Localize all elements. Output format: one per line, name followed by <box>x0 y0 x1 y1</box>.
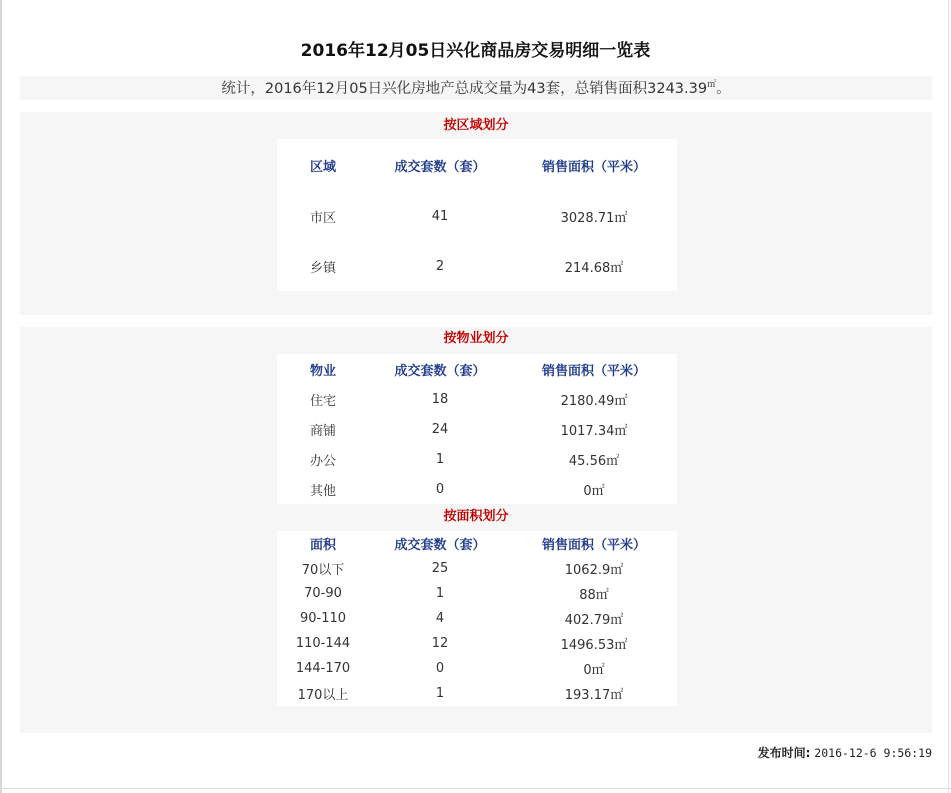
table-header-row <box>277 354 677 384</box>
table-cell: 4 <box>435 611 445 626</box>
table-row <box>277 191 677 241</box>
table-cell: 41 <box>431 208 449 224</box>
table-cell: 乡镇 <box>309 260 336 276</box>
region-table <box>277 139 677 291</box>
table-row <box>277 656 677 681</box>
publish-time: 2016-12-6 9:56:19 <box>814 746 932 760</box>
table-row <box>277 606 677 631</box>
right-border <box>948 0 949 793</box>
publish-label: 发布时间: <box>757 746 811 760</box>
table-cell: 18 <box>431 391 449 407</box>
table-cell: 90-110 <box>299 611 347 626</box>
summary-suffix: 。 <box>716 81 731 97</box>
header-cell: 销售面积（平米） <box>541 538 646 553</box>
property-section-title: 按物业划分 <box>443 331 509 346</box>
table-cell: 商铺 <box>309 423 336 439</box>
table-cell: 110-144 <box>295 636 351 651</box>
area-section-title: 按面积划分 <box>443 509 509 524</box>
table-row <box>277 414 677 444</box>
table-cell: 25 <box>431 561 449 576</box>
region-panel <box>20 112 932 315</box>
header-cell: 销售面积（平米） <box>541 159 646 175</box>
table-header-row <box>277 139 677 191</box>
header-cell: 销售面积（平米） <box>541 363 646 379</box>
table-cell: 市区 <box>309 210 336 226</box>
header-cell: 成交套数（套） <box>394 363 486 379</box>
table-cell: 1 <box>435 586 445 601</box>
table-row <box>277 384 677 414</box>
header-cell: 物业 <box>309 363 336 379</box>
region-section-title: 按区域划分 <box>443 118 509 133</box>
table-cell: 88㎡ <box>579 588 609 603</box>
table-header-row <box>277 531 677 556</box>
table-cell: 1 <box>435 686 445 701</box>
table-cell: 70-90 <box>304 586 342 601</box>
table-row <box>277 241 677 291</box>
table-cell: 402.79㎡ <box>564 613 624 628</box>
table-cell: 70以下 <box>301 563 345 578</box>
table-cell: 12 <box>431 636 449 651</box>
table-row <box>277 631 677 656</box>
table-cell: 144-170 <box>295 661 351 676</box>
table-cell: 170以上 <box>297 688 349 703</box>
table-cell: 其他 <box>309 483 336 499</box>
table-cell: 1062.9㎡ <box>564 563 624 578</box>
table-cell: 1017.34㎡ <box>560 423 628 439</box>
table-cell: 3028.71㎡ <box>560 210 628 226</box>
table-cell: 193.17㎡ <box>564 688 624 703</box>
header-cell: 面积 <box>309 538 336 553</box>
table-row <box>277 556 677 581</box>
header-cell: 成交套数（套） <box>394 538 486 553</box>
table-cell: 0 <box>435 661 445 676</box>
table-cell: 45.56㎡ <box>568 453 620 469</box>
table-row <box>277 474 677 504</box>
header-cell: 区域 <box>309 159 336 175</box>
header-cell: 成交套数（套） <box>394 159 486 175</box>
table-cell: 2180.49㎡ <box>560 393 628 409</box>
table-cell: 1 <box>435 451 445 467</box>
table-cell: 1496.53㎡ <box>560 638 628 653</box>
publish-info <box>740 744 932 761</box>
table-row <box>277 681 677 706</box>
table-row <box>277 581 677 606</box>
left-border <box>0 0 2 793</box>
table-cell: 2 <box>435 258 445 274</box>
table-cell: 0 <box>435 481 445 497</box>
table-cell: 214.68㎡ <box>564 260 624 276</box>
summary-text: 统计，2016年12月05日兴化房地产总成交量为43套，总销售面积3243.39 <box>221 81 708 97</box>
table-row <box>277 444 677 474</box>
table-cell: 住宅 <box>309 393 336 409</box>
table-cell: 24 <box>431 421 449 437</box>
bottom-border <box>0 788 951 789</box>
page-title: 2016年12月05日兴化商品房交易明细一览表 <box>300 41 651 61</box>
area-table <box>277 531 677 706</box>
property-area-panel <box>20 327 932 733</box>
table-cell: 0㎡ <box>583 483 605 499</box>
table-cell: 0㎡ <box>583 663 605 678</box>
summary-bar <box>20 76 932 100</box>
property-table <box>277 354 677 504</box>
table-cell: 办公 <box>309 453 336 469</box>
summary-unit: ㎡ <box>707 80 717 90</box>
